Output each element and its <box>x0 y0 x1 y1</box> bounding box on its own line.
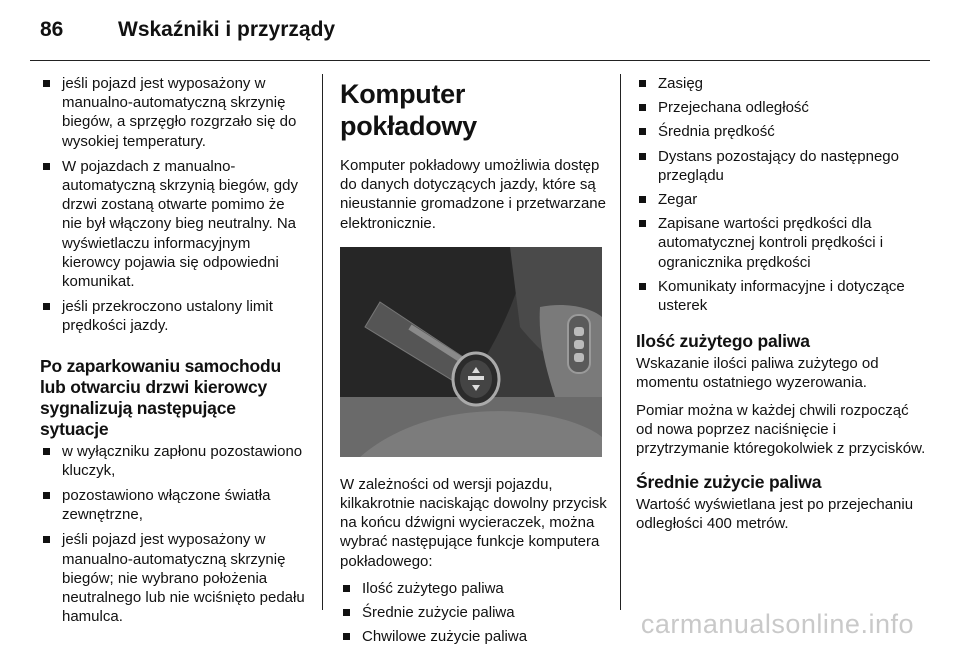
page-number: 86 <box>40 18 64 41</box>
column-middle <box>340 74 608 651</box>
intro-text: Komputer pokładowy umożliwia dostęp do danych dotyczących jazdy, które są nieustannie gromadzone i przetwarzane elektronicznie. <box>340 157 606 232</box>
list-item: Zasięg <box>636 74 926 93</box>
parking-heading: Po zaparkowaniu samochodu lub otwarciu drzwi kierowcy sygnalizują następujące sytuacje <box>40 355 282 439</box>
function-list-continued <box>636 74 926 315</box>
section-title: Komputer pokładowy <box>340 79 477 141</box>
list-item: Komunikaty informacyjne i dotyczące usterek <box>636 277 926 315</box>
function-list <box>340 579 608 647</box>
page-title: Wskaźniki i przyrządy <box>118 18 336 41</box>
warning-list <box>40 74 308 336</box>
average-consumption-text: Wartość wyświetlana jest po przejechaniu odległości 400 metrów. <box>636 496 914 533</box>
wiper-stalk-photo <box>340 247 602 457</box>
fuel-used-heading: Ilość zużytego paliwa <box>636 331 810 352</box>
list-item: Chwilowe zużycie paliwa <box>340 627 608 646</box>
list-item: Zapisane wartości prędkości dla automatycznej kontroli prędkości i ogranicznika prędkości <box>636 214 926 272</box>
column-left <box>40 74 308 632</box>
list-item: w wyłączniku zapłonu pozostawiono kluczyk, <box>40 442 308 480</box>
header-divider <box>30 60 930 61</box>
list-item: W pojazdach z manualno-automatyczną skrzynią biegów, gdy drzwi zostaną otwarte pomimo że nie był włączony bieg neutralny. Na wyświetlaczu informacyjnym kierowcy pojawia się odpowiedni komunikat. <box>40 157 308 291</box>
wiper-stalk-illustration <box>340 247 602 457</box>
fuel-used-text: Wskazanie ilości paliwa zużytego od momentu ostatniego wyzerowania. <box>636 355 879 392</box>
list-item: Przejechana odległość <box>636 98 926 117</box>
column-right <box>636 74 926 542</box>
list-item: Średnia prędkość <box>636 122 926 141</box>
fuel-used-reset-text: Pomiar można w każdej chwili rozpocząć od nowa poprzez naciśnięcie i przytrzymanie któregokolwiek z przycisków. <box>636 401 926 458</box>
column-divider <box>620 74 621 610</box>
parking-list <box>40 442 308 627</box>
list-item: jeśli przekroczono ustalony limit prędkości jazdy. <box>40 297 308 335</box>
list-item: Dystans pozostający do następnego przeglądu <box>636 147 926 185</box>
list-item: Zegar <box>636 190 926 209</box>
list-item: pozostawiono włączone światła zewnętrzne, <box>40 486 308 524</box>
list-item: Ilość zużytego paliwa <box>340 579 608 598</box>
average-consumption-heading: Średnie zużycie paliwa <box>636 472 822 493</box>
watermark: carmanualsonline.info <box>640 609 914 639</box>
body-text: W zależności od wersji pojazdu, kilkakrotnie naciskając dowolny przycisk na końcu dźwigni wycieraczek, można wybrać następujące funkcje komputera pokładowego: <box>340 475 607 570</box>
page-header <box>0 0 960 62</box>
list-item: jeśli pojazd jest wyposażony w manualno-automatyczną skrzynię biegów, a sprzęgło rozgrzało się do wysokiej temperatury. <box>40 74 308 151</box>
list-item: jeśli pojazd jest wyposażony w manualno-automatyczną skrzynię biegów; nie wybrano położenia neutralnego lub nie wciśnięto pedału hamulca. <box>40 530 308 626</box>
list-item: Średnie zużycie paliwa <box>340 603 608 622</box>
column-divider <box>322 74 323 610</box>
